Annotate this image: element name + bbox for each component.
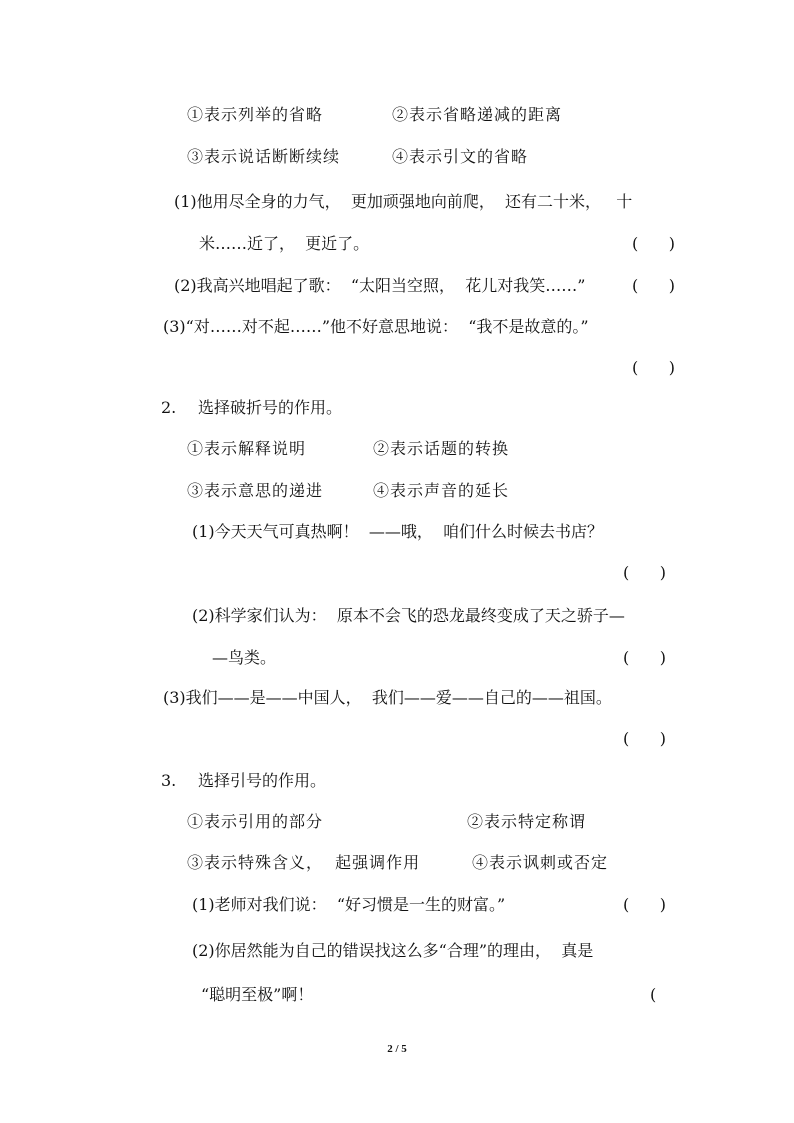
q1-item-2-answer-blank[interactable]: ( ) bbox=[632, 276, 675, 295]
q2-item-1-line-1: (1)今天天气可真热啊！ ——哦， 咱们什么时候去书店？ bbox=[192, 522, 604, 541]
q1-item-1-line-1: (1)他用尽全身的力气， 更加顽强地向前爬， 还有二十米， 十 bbox=[174, 192, 633, 211]
q2-item-1-answer-blank[interactable]: ( ) bbox=[623, 563, 666, 582]
q3-number: 3. bbox=[161, 771, 177, 790]
q2-option-2: ②表示话题的转换 bbox=[373, 439, 510, 458]
q3-item-2-line-1: (2)你居然能为自己的错误找这么多“合理”的理由， 真是 bbox=[192, 941, 594, 960]
q2-option-3: ③表示意思的递进 bbox=[187, 481, 324, 500]
page-number: 2 / 5 bbox=[387, 1043, 407, 1055]
q3-item-1-answer-blank[interactable]: ( ) bbox=[623, 895, 666, 914]
q3-title: 选择引号的作用。 bbox=[198, 771, 327, 790]
q2-item-2-line-2: —鸟类。 bbox=[212, 648, 277, 667]
q3-option-4: ④表示讽刺或否定 bbox=[472, 853, 609, 872]
q1-option-2: ②表示省略递减的距离 bbox=[392, 105, 563, 124]
q1-item-2-line-1: (2)我高兴地唱起了歌： “太阳当空照， 花儿对我笑……” bbox=[174, 276, 586, 295]
q3-item-1-line-1: (1)老师对我们说： “好习惯是一生的财富。” bbox=[192, 895, 506, 914]
q2-item-3-answer-blank[interactable]: ( ) bbox=[623, 729, 666, 748]
q3-option-2: ②表示特定称谓 bbox=[467, 812, 587, 831]
q1-option-1: ①表示列举的省略 bbox=[187, 105, 324, 124]
q1-option-4: ④表示引文的省略 bbox=[392, 147, 529, 166]
q3-item-2-line-2: “聪明至极”啊！ bbox=[201, 985, 314, 1004]
q2-item-2-answer-blank[interactable]: ( ) bbox=[623, 648, 666, 667]
q3-option-3: ③表示特殊含义， 起强调作用 bbox=[187, 853, 421, 872]
q3-option-1: ①表示引用的部分 bbox=[187, 812, 324, 831]
q2-title: 选择破折号的作用。 bbox=[198, 398, 343, 417]
q1-option-3: ③表示说话断断续续 bbox=[187, 147, 341, 166]
q1-item-3-answer-blank[interactable]: ( ) bbox=[632, 358, 675, 377]
q2-item-2-line-1: (2)科学家们认为： 原本不会飞的恐龙最终变成了天之骄子— bbox=[192, 606, 625, 625]
q2-option-1: ①表示解释说明 bbox=[187, 439, 307, 458]
q2-number: 2. bbox=[161, 398, 177, 417]
q1-item-1-answer-blank[interactable]: ( ) bbox=[632, 234, 675, 253]
q2-option-4: ④表示声音的延长 bbox=[373, 481, 510, 500]
q1-item-1-line-2: 米……近了， 更近了。 bbox=[199, 234, 370, 253]
q2-item-3-line-1: (3)我们——是——中国人， 我们——爱——自己的——祖国。 bbox=[163, 688, 612, 707]
q3-item-2-answer-blank[interactable]: ( bbox=[650, 985, 657, 1004]
q1-item-3-line-1: (3)“对……对不起……”他不好意思地说： “我不是故意的。” bbox=[163, 317, 589, 336]
